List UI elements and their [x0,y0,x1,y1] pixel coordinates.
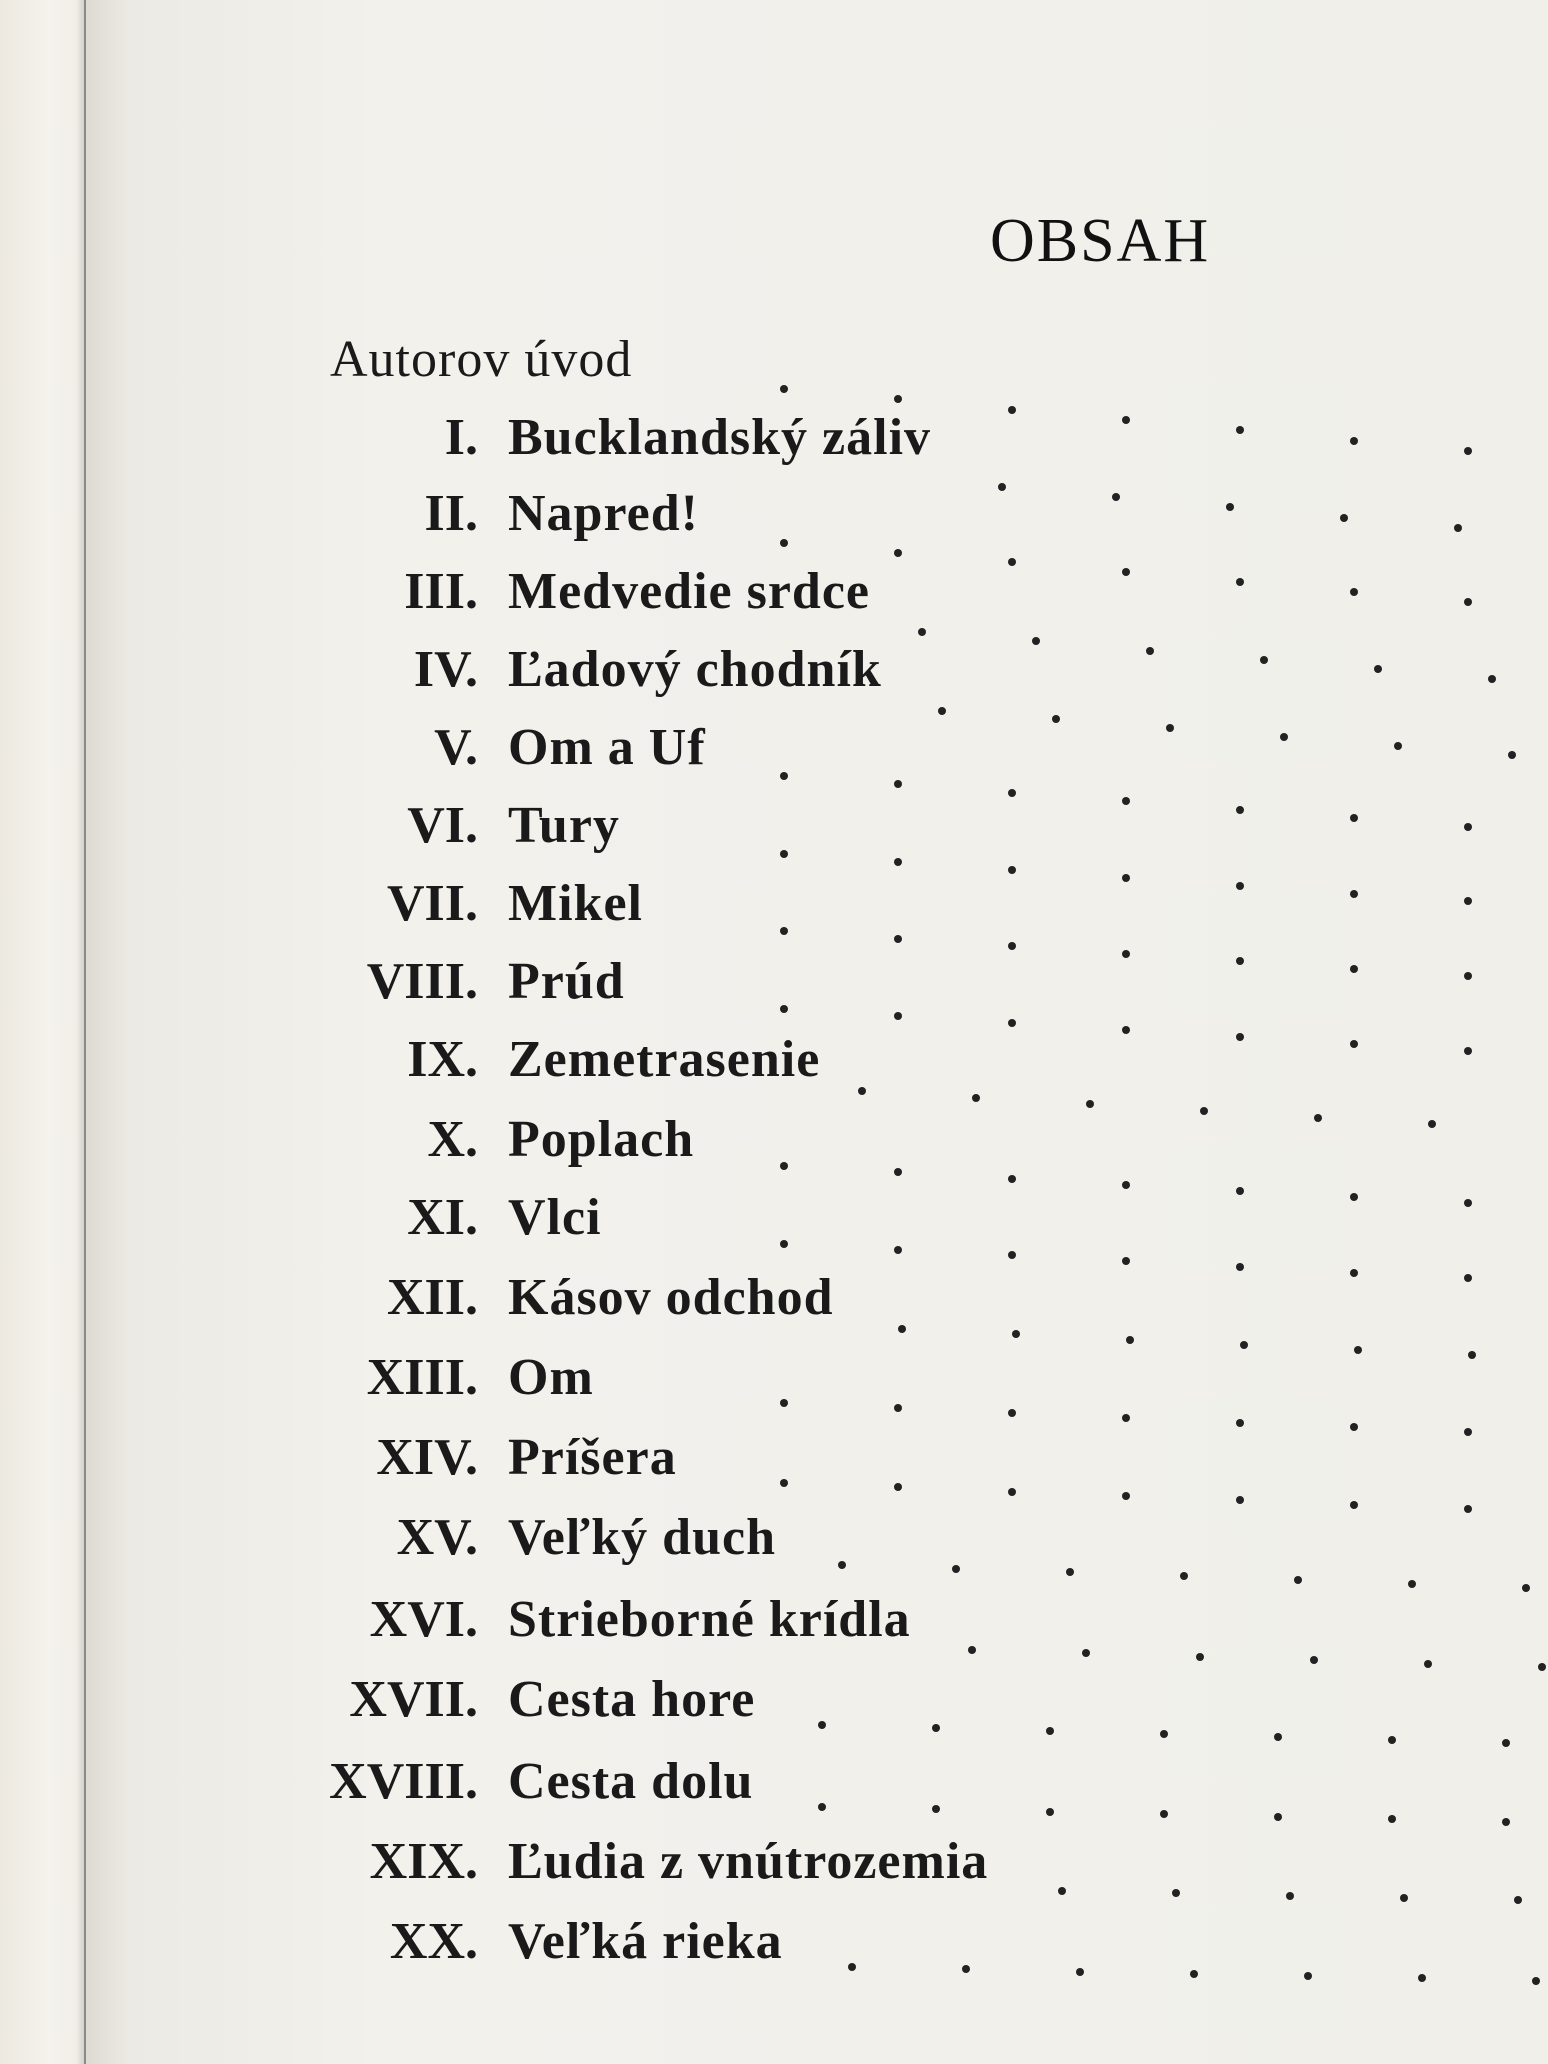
chapter-number: VI. [407,797,478,854]
leader-dots [0,1268,1548,1338]
leader-dots [0,874,1548,944]
leader-dot [968,1646,976,1654]
toc-entry-title: Autorov úvod [330,331,633,388]
leader-dot [780,927,788,935]
toc-entry [0,408,1548,478]
leader-dots [0,1508,1548,1578]
leader-dot [1066,1568,1074,1576]
chapter-title: Veľká rieka [508,1913,783,1970]
leader-dot [1046,1727,1054,1735]
toc-entry [0,1268,1548,1338]
leader-dot [818,1721,826,1729]
chapter-number: VIII. [366,953,478,1010]
toc-entry [0,1912,1548,1982]
toc-entry [0,640,1548,710]
leader-dot [1190,1970,1198,1978]
toc-entry [0,874,1548,944]
leader-dot [1286,1892,1294,1900]
chapter-title: Vlci [508,1189,602,1246]
leader-dot [1418,1974,1426,1982]
leader-dot [780,1479,788,1487]
leader-dot [1008,866,1016,874]
chapter-title: Tury [508,797,620,854]
leader-dots [0,1832,1548,1902]
leader-dots [0,718,1548,788]
leader-dot [818,1803,826,1811]
leader-dots [0,1590,1548,1660]
leader-dots [0,1110,1548,1180]
chapter-number: I. [444,409,478,466]
toc-entry-intro [0,330,1548,400]
toc-entry [0,1590,1548,1660]
toc-entry [0,1670,1548,1740]
leader-dot [780,385,788,393]
chapter-number: XVIII. [329,1753,478,1810]
leader-dots [0,1348,1548,1418]
leader-dot [962,1965,970,1973]
page-title: OBSAH [990,207,1211,275]
leader-dots [0,408,1548,478]
chapter-number: XIII. [366,1349,478,1406]
leader-dot [1160,1810,1168,1818]
leader-dot [1236,1419,1244,1427]
toc-entry [0,1030,1548,1100]
leader-dot [1388,1815,1396,1823]
leader-dot [1076,1968,1084,1976]
chapter-number: XV. [396,1509,478,1566]
leader-dots [0,1188,1548,1258]
chapter-number: XI. [407,1189,478,1246]
leader-dot [1274,1813,1282,1821]
chapter-title: Cesta dolu [508,1753,754,1810]
chapter-title: Bucklandský záliv [508,409,932,466]
chapter-number: XVII. [349,1671,478,1728]
chapter-title: Kásov odchod [508,1269,834,1326]
leader-dot [894,1483,902,1491]
leader-dot [932,1724,940,1732]
leader-dot [1424,1660,1432,1668]
chapter-title: Medvedie srdce [508,563,871,620]
chapter-number: VII. [386,875,478,932]
leader-dot [858,1087,866,1095]
leader-dot [1008,1409,1016,1417]
leader-dot [780,1162,788,1170]
leader-dot [838,1561,846,1569]
chapter-title: Mikel [508,875,643,932]
leader-dot [1400,1894,1408,1902]
chapter-number: XX. [389,1913,478,1970]
chapter-title: Strieborné krídla [508,1591,911,1648]
leader-dot [1082,1649,1090,1657]
toc-entry [0,1348,1548,1418]
leader-dot [894,858,902,866]
chapter-title: Príšera [508,1429,677,1486]
leader-dot [1008,1488,1016,1496]
leader-dot [1196,1653,1204,1661]
chapter-number: V. [434,719,478,776]
chapter-title: Poplach [508,1111,695,1168]
leader-dot [894,549,902,557]
toc-entry [0,1188,1548,1258]
toc-entry [0,484,1548,554]
chapter-number: III. [404,563,478,620]
leader-dot [780,850,788,858]
leader-dot [1012,1330,1020,1338]
leader-dots [0,796,1548,866]
leader-dot [780,1399,788,1407]
leader-dot [1058,1887,1066,1895]
leader-dot [1122,1492,1130,1500]
leader-dot [1502,1818,1510,1826]
leader-dot [894,935,902,943]
leader-dots [0,1428,1548,1498]
leader-dot [1172,1889,1180,1897]
leader-dot [780,1005,788,1013]
leader-dot [1304,1972,1312,1980]
chapter-number: X. [427,1111,478,1168]
chapter-number: II. [424,485,478,542]
leader-dots [0,1030,1548,1100]
leader-dot [938,707,946,715]
toc-entry [0,952,1548,1022]
leader-dot [1126,1336,1134,1344]
leader-dots [0,1670,1548,1740]
chapter-title: Zemetrasenie [508,1031,821,1088]
leader-dot [894,1168,902,1176]
chapter-number: XIV. [376,1429,478,1486]
leader-dot [848,1963,856,1971]
leader-dots [0,562,1548,632]
chapter-number: XIX. [369,1833,478,1890]
leader-dot [1160,1730,1168,1738]
chapter-title: Prúd [508,953,625,1010]
leader-dots [0,1912,1548,1982]
chapter-number: IV. [413,641,478,698]
leader-dot [1046,1808,1054,1816]
chapter-title: Ľadový chodník [508,641,882,698]
leader-dot [1532,1977,1540,1985]
toc-entry [0,1110,1548,1180]
leader-dot [898,1325,906,1333]
leader-dot [1008,1175,1016,1183]
leader-dot [1388,1736,1396,1744]
toc-entry [0,1428,1548,1498]
toc-entry [0,1752,1548,1822]
leader-dots [0,1752,1548,1822]
toc-entry [0,562,1548,632]
chapter-number: XII. [386,1269,478,1326]
leader-dot [894,780,902,788]
leader-dot [780,772,788,780]
leader-dot [1122,1414,1130,1422]
leader-dot [780,539,788,547]
chapter-title: Napred! [508,485,699,542]
chapter-title: Cesta hore [508,1671,756,1728]
leader-dots [0,330,1548,400]
chapter-title: Ľudia z vnútrozemia [508,1833,989,1890]
toc-entry [0,1832,1548,1902]
chapter-title: Om a Uf [508,719,706,776]
leader-dot [894,1246,902,1254]
leader-dot [894,1012,902,1020]
leader-dot [1502,1739,1510,1747]
chapter-number: XVI. [369,1591,478,1648]
toc-entry [0,1508,1548,1578]
leader-dot [918,628,926,636]
leader-dot [780,1240,788,1248]
toc-entry [0,796,1548,866]
chapter-title: Veľký duch [508,1509,776,1566]
leader-dots [0,640,1548,710]
leader-dot [1274,1733,1282,1741]
leader-dot [894,1404,902,1412]
chapter-number: IX. [407,1031,478,1088]
leader-dot [932,1805,940,1813]
leader-dot [972,1094,980,1102]
leader-dots [0,952,1548,1022]
leader-dots [0,484,1548,554]
leader-dot [1408,1580,1416,1588]
toc-entry [0,718,1548,788]
chapter-title: Om [508,1349,594,1406]
leader-dot [952,1565,960,1573]
